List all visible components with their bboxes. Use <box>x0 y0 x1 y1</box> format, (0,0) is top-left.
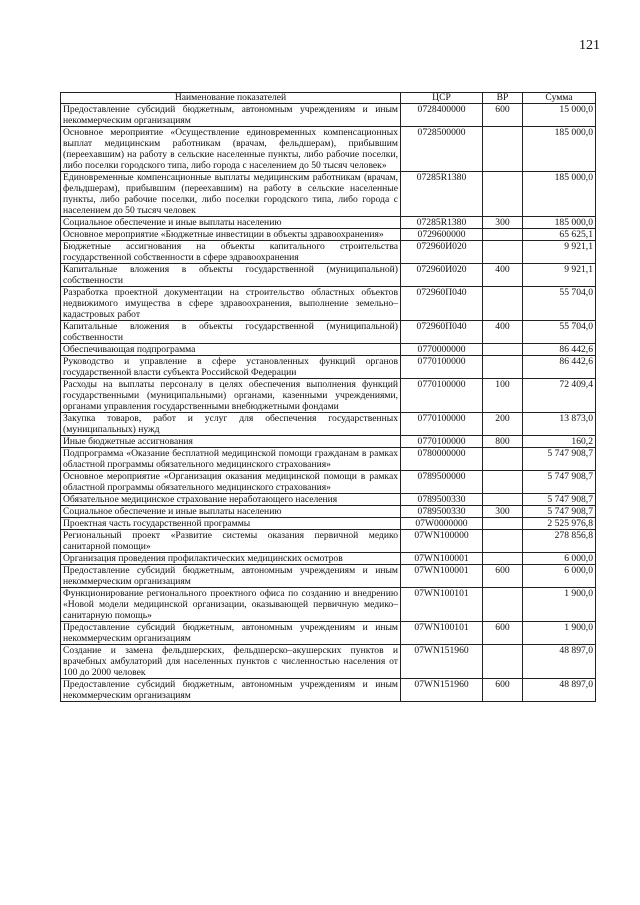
table-row <box>61 217 596 229</box>
cell-csr: 0780000000 <box>401 448 483 471</box>
table-row <box>61 436 596 448</box>
cell-vr <box>483 518 523 530</box>
cell-csr: 07WN151960 <box>401 645 483 679</box>
cell-vr: 400 <box>483 264 523 287</box>
cell-csr: 07WN151960 <box>401 679 483 702</box>
cell-sum: 1 900,0 <box>523 588 596 622</box>
cell-name: Проектная часть государственной программы <box>61 518 401 530</box>
cell-sum: 1 900,0 <box>523 622 596 645</box>
table-row <box>61 530 596 553</box>
cell-sum: 48 897,0 <box>523 645 596 679</box>
cell-sum: 9 921,1 <box>523 241 596 264</box>
cell-name: Обязательное медицинское страхование неработающего населения <box>61 494 401 506</box>
cell-vr: 600 <box>483 104 523 127</box>
table-header-row <box>61 93 596 104</box>
cell-name: Основное мероприятие «Осуществление единовременных компенсационных выплат медицинским работникам (врачам, фельдшерам), прибывшим (переехавшим) на работу в сельские населенные пункты, либо рабочие поселки, либо поселки городского типа, либо города с населением до 50 тысяч человек» <box>61 127 401 172</box>
cell-sum: 86 442,6 <box>523 356 596 379</box>
cell-csr: 07WN100000 <box>401 530 483 553</box>
table-row <box>61 565 596 588</box>
cell-name: Расходы на выплаты персоналу в целях обеспечения выполнения функций государственными (муниципальными) органами, казенными учреждениями, органами управления государственными внебюджетными фондами <box>61 379 401 413</box>
table-row <box>61 588 596 622</box>
cell-sum: 13 873,0 <box>523 413 596 436</box>
cell-sum: 160,2 <box>523 436 596 448</box>
table-row <box>61 356 596 379</box>
cell-vr <box>483 530 523 553</box>
cell-sum: 9 921,1 <box>523 264 596 287</box>
cell-sum: 278 856,8 <box>523 530 596 553</box>
cell-vr: 600 <box>483 565 523 588</box>
cell-csr: 072960И020 <box>401 264 483 287</box>
cell-vr <box>483 588 523 622</box>
cell-csr: 072960П040 <box>401 287 483 321</box>
cell-csr: 0729600000 <box>401 229 483 241</box>
cell-name: Предоставление субсидий бюджетным, автономным учреждениям и иным некоммерческим организациям <box>61 104 401 127</box>
cell-name: Капитальные вложения в объекты государственной (муниципальной) собственности <box>61 264 401 287</box>
table-row <box>61 679 596 702</box>
cell-name: Иные бюджетные ассигнования <box>61 436 401 448</box>
cell-csr: 0770100000 <box>401 356 483 379</box>
cell-sum: 185 000,0 <box>523 127 596 172</box>
cell-sum: 55 704,0 <box>523 287 596 321</box>
table-row <box>61 229 596 241</box>
cell-vr <box>483 645 523 679</box>
cell-name: Руководство и управление в сфере установленных функций органов государственной власти субъекта Российской Федерации <box>61 356 401 379</box>
cell-vr <box>483 448 523 471</box>
cell-sum: 86 442,6 <box>523 344 596 356</box>
cell-sum: 5 747 908,7 <box>523 494 596 506</box>
cell-sum: 5 747 908,7 <box>523 471 596 494</box>
cell-csr: 07W0000000 <box>401 518 483 530</box>
cell-name: Единовременные компенсационные выплаты медицинским работникам (врачам, фельдшерам), прибывшим (переехавшим) на работу в сельские населенные пункты, либо рабочие поселки, либо поселки городского типа, либо города с населением до 50 тысяч человек <box>61 172 401 217</box>
table-row <box>61 321 596 344</box>
cell-name: Обеспечивающая подпрограмма <box>61 344 401 356</box>
cell-csr: 07WN100101 <box>401 588 483 622</box>
cell-csr: 0728400000 <box>401 104 483 127</box>
cell-sum: 48 897,0 <box>523 679 596 702</box>
cell-csr: 072960И020 <box>401 241 483 264</box>
header-sum: Сумма <box>523 93 596 104</box>
cell-vr <box>483 471 523 494</box>
cell-sum: 5 747 908,7 <box>523 448 596 471</box>
cell-sum: 55 704,0 <box>523 321 596 344</box>
table-body <box>61 104 596 702</box>
table-row <box>61 127 596 172</box>
cell-sum: 185 000,0 <box>523 172 596 217</box>
cell-csr: 0789500000 <box>401 471 483 494</box>
cell-csr: 072960П040 <box>401 321 483 344</box>
cell-name: Региональный проект «Развитие системы оказания первичной медико санитарной помощи» <box>61 530 401 553</box>
cell-name: Социальное обеспечение и иные выплаты населению <box>61 506 401 518</box>
cell-name: Основное мероприятие «Бюджетные инвестиции в объекты здравоохранения» <box>61 229 401 241</box>
cell-vr <box>483 553 523 565</box>
cell-csr: 0728500000 <box>401 127 483 172</box>
table-row <box>61 241 596 264</box>
cell-name: Предоставление субсидий бюджетным, автономным учреждениям и иным некоммерческим организациям <box>61 679 401 702</box>
cell-sum: 6 000,0 <box>523 553 596 565</box>
cell-vr: 600 <box>483 622 523 645</box>
table-row <box>61 172 596 217</box>
cell-sum: 65 625,1 <box>523 229 596 241</box>
cell-sum: 185 000,0 <box>523 217 596 229</box>
table-row <box>61 494 596 506</box>
table-row <box>61 264 596 287</box>
table-row <box>61 448 596 471</box>
cell-name: Закупка товаров, работ и услуг для обеспечения государственных (муниципальных) нужд <box>61 413 401 436</box>
table-row <box>61 622 596 645</box>
cell-csr: 0770000000 <box>401 344 483 356</box>
cell-vr <box>483 356 523 379</box>
header-csr: ЦСР <box>401 93 483 104</box>
table-row <box>61 379 596 413</box>
cell-csr: 07WN100001 <box>401 565 483 588</box>
cell-csr: 0789500330 <box>401 506 483 518</box>
cell-name: Создание и замена фельдшерских, фельдшерско–акушерских пунктов и врачебных амбулаторий для населенных пунктов с численностью населения от 100 до 2000 человек <box>61 645 401 679</box>
cell-vr: 600 <box>483 679 523 702</box>
table-row <box>61 506 596 518</box>
cell-vr: 400 <box>483 321 523 344</box>
cell-vr: 800 <box>483 436 523 448</box>
table-row <box>61 518 596 530</box>
budget-table <box>60 92 596 702</box>
cell-csr: 0770100000 <box>401 413 483 436</box>
cell-name: Основное мероприятие «Организация оказания медицинской помощи в рамках областной программы обязательного медицинского страхования» <box>61 471 401 494</box>
cell-vr <box>483 229 523 241</box>
cell-name: Предоставление субсидий бюджетным, автономным учреждениям и иным некоммерческим организациям <box>61 622 401 645</box>
cell-vr <box>483 287 523 321</box>
table-row <box>61 471 596 494</box>
cell-vr: 300 <box>483 506 523 518</box>
cell-sum: 6 000,0 <box>523 565 596 588</box>
cell-name: Подпрограмма «Оказание бесплатной медицинской помощи гражданам в рамках областной программы обязательного медицинского страхования» <box>61 448 401 471</box>
cell-sum: 15 000,0 <box>523 104 596 127</box>
cell-csr: 07WN100001 <box>401 553 483 565</box>
cell-csr: 07285R1380 <box>401 217 483 229</box>
cell-vr: 300 <box>483 217 523 229</box>
cell-vr <box>483 344 523 356</box>
header-vr: ВР <box>483 93 523 104</box>
cell-csr: 07WN100101 <box>401 622 483 645</box>
table-row <box>61 645 596 679</box>
header-name: Наименование показателей <box>61 93 401 104</box>
table-row <box>61 413 596 436</box>
cell-name: Социальное обеспечение и иные выплаты населению <box>61 217 401 229</box>
cell-vr <box>483 494 523 506</box>
cell-name: Функционирование регионального проектного офиса по созданию и внедрению «Новой модели медицинской организации, оказывающей первичную медико–санитарную помощь» <box>61 588 401 622</box>
cell-name: Предоставление субсидий бюджетным, автономным учреждениям и иным некоммерческим организациям <box>61 565 401 588</box>
cell-csr: 0789500330 <box>401 494 483 506</box>
cell-name: Разработка проектной документации на строительство областных объектов недвижимого имущества в сфере здравоохранения, выполнение земельно–кадастровых работ <box>61 287 401 321</box>
cell-sum: 5 747 908,7 <box>523 506 596 518</box>
cell-name: Бюджетные ассигнования на объекты капитального строительства государственной собственности в сфере здравоохранения <box>61 241 401 264</box>
table-row <box>61 287 596 321</box>
table-row <box>61 104 596 127</box>
cell-vr <box>483 127 523 172</box>
cell-sum: 2 525 976,8 <box>523 518 596 530</box>
cell-csr: 0770100000 <box>401 379 483 413</box>
cell-vr: 200 <box>483 413 523 436</box>
table-row <box>61 344 596 356</box>
cell-csr: 07285R1380 <box>401 172 483 217</box>
cell-vr: 100 <box>483 379 523 413</box>
cell-vr <box>483 172 523 217</box>
table-row <box>61 553 596 565</box>
cell-name: Организация проведения профилактических медицинских осмотров <box>61 553 401 565</box>
cell-name: Капитальные вложения в объекты государственной (муниципальной) собственности <box>61 321 401 344</box>
cell-sum: 72 409,4 <box>523 379 596 413</box>
cell-vr <box>483 241 523 264</box>
cell-csr: 0770100000 <box>401 436 483 448</box>
page-number: 121 <box>579 38 600 53</box>
